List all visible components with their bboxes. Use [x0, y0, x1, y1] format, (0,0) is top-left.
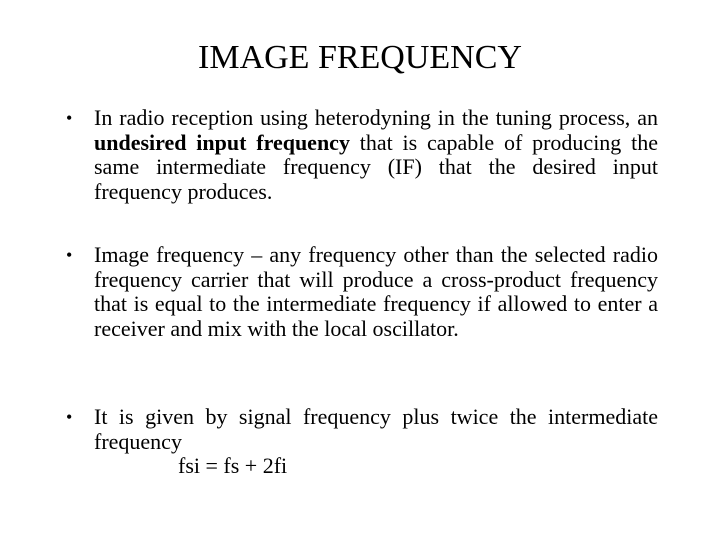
- bullet-1-text-end: that is capable of producing the same intermediate frequency (IF) that the desired input frequency produces.: [94, 129, 658, 204]
- bullet-item-2: [66, 242, 658, 341]
- formula: fsi = fs + 2fi: [178, 453, 288, 478]
- bullet-marker: •: [66, 407, 73, 427]
- slide-title: IMAGE FREQUENCY: [198, 39, 522, 76]
- bullet-1-emphasis: undesired input frequency: [94, 129, 350, 155]
- bullet-2-text: Image frequency – any frequency other than the selected radio frequency carrier that will produce a cross-product frequency that is equal to the intermediate frequency if allowed to enter a receiver and mix with the local oscillator.: [94, 242, 658, 341]
- bullet-1-text-start: In radio reception using heterodyning in the tuning process, an: [94, 105, 658, 130]
- bullet-marker: •: [66, 108, 73, 128]
- bullet-3-text: It is given by signal frequency plus twice the intermediate frequency: [94, 404, 658, 454]
- bullet-item-1: [66, 105, 658, 204]
- bullet-marker: •: [66, 245, 73, 265]
- bullet-item-3: [66, 404, 658, 479]
